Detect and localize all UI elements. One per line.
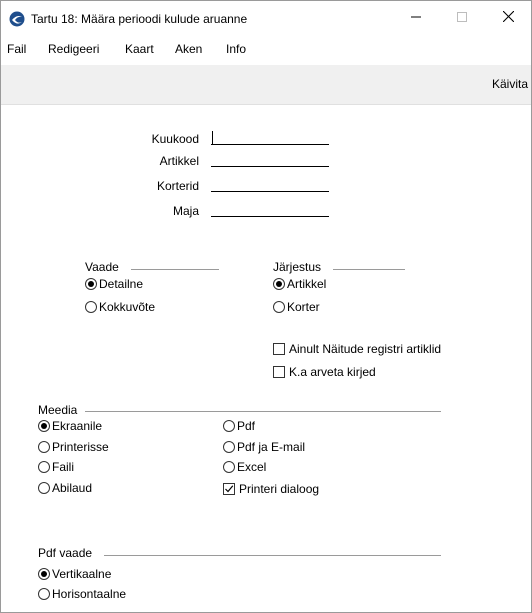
artikkel-input[interactable] xyxy=(211,153,329,167)
checkbox-printeri-dialoog[interactable] xyxy=(223,482,319,496)
close-icon xyxy=(503,11,514,25)
pdf-vaade-group-title: Pdf vaade xyxy=(38,546,93,560)
title-bar[interactable] xyxy=(1,1,531,37)
radio-icon[interactable] xyxy=(38,441,50,453)
checkbox-ainult-naitude[interactable] xyxy=(273,342,441,356)
media-option-faili[interactable] xyxy=(38,460,74,474)
jarjestus-group-rule xyxy=(333,269,405,270)
checkbox-icon[interactable] xyxy=(273,366,285,378)
korterid-label: Korterid xyxy=(156,179,199,193)
media-option-printerisse[interactable] xyxy=(38,440,109,454)
maximize-button[interactable] xyxy=(439,1,485,35)
checkmark-icon xyxy=(224,484,234,494)
checkbox-label: Printeri dialoog xyxy=(239,482,320,496)
app-logo-icon xyxy=(9,11,25,27)
menu-item-redigeeri[interactable]: Redigeeri xyxy=(48,42,100,56)
order-option-korter[interactable] xyxy=(273,300,320,314)
media-option-excel[interactable] xyxy=(223,460,266,474)
meedia-group-title: Meedia xyxy=(38,403,78,417)
radio-selected-icon[interactable] xyxy=(273,278,285,290)
radio-icon[interactable] xyxy=(223,461,235,473)
menu-item-fail[interactable]: Fail xyxy=(7,42,27,56)
option-label: Excel xyxy=(237,460,267,474)
option-label: Faili xyxy=(52,460,75,474)
media-option-pdf[interactable] xyxy=(223,419,255,433)
vaade-group-title: Vaade xyxy=(85,260,119,274)
option-label: Pdf xyxy=(237,419,256,433)
pdf-view-option-vertikaalne[interactable] xyxy=(38,567,111,581)
window-title: Tartu 18: Määra perioodi kulude aruanne xyxy=(31,12,248,26)
pdf-view-option-horisontaalne[interactable] xyxy=(38,587,126,601)
maximize-icon xyxy=(457,11,467,25)
order-option-artikkel[interactable] xyxy=(273,277,326,291)
media-option-abilaud[interactable] xyxy=(38,481,92,495)
option-label: Artikkel xyxy=(287,277,327,291)
option-label: Detailne xyxy=(99,277,144,291)
view-option-kokkuvote[interactable] xyxy=(85,300,155,314)
maja-input[interactable] xyxy=(211,203,329,217)
radio-icon[interactable] xyxy=(223,420,235,432)
checkbox-checked-icon[interactable] xyxy=(223,483,235,495)
close-button[interactable] xyxy=(485,1,531,35)
menu-bar xyxy=(1,39,531,59)
media-option-pdf-email[interactable] xyxy=(223,440,305,454)
pdf-vaade-group-rule xyxy=(104,555,441,556)
menu-item-info[interactable]: Info xyxy=(226,42,247,56)
radio-selected-icon[interactable] xyxy=(38,420,50,432)
option-label: Kokkuvõte xyxy=(99,300,156,314)
menu-item-kaart[interactable]: Kaart xyxy=(125,42,154,56)
radio-icon[interactable] xyxy=(38,461,50,473)
toolbar xyxy=(1,65,531,105)
view-option-detailne[interactable] xyxy=(85,277,143,291)
text-caret xyxy=(212,131,213,144)
kuukood-label: Kuukood xyxy=(151,132,199,146)
media-option-ekraanile[interactable] xyxy=(38,419,102,433)
artikkel-label: Artikkel xyxy=(159,154,199,168)
option-label: Abilaud xyxy=(52,481,93,495)
radio-selected-icon[interactable] xyxy=(85,278,97,290)
option-label: Vertikaalne xyxy=(52,567,112,581)
option-label: Horisontaalne xyxy=(52,587,127,601)
radio-icon[interactable] xyxy=(85,301,97,313)
checkbox-icon[interactable] xyxy=(273,343,285,355)
minimize-icon xyxy=(411,11,421,25)
vaade-group-rule xyxy=(131,269,219,270)
kuukood-input[interactable] xyxy=(211,131,329,145)
option-label: Pdf ja E-mail xyxy=(237,440,306,454)
menu-item-aken[interactable]: Aken xyxy=(175,42,203,56)
maja-label: Maja xyxy=(172,204,199,218)
radio-icon[interactable] xyxy=(38,588,50,600)
run-button[interactable]: Käivita xyxy=(491,77,528,91)
meedia-group-rule xyxy=(85,411,441,412)
checkbox-label: Ainult Näitude registri artiklid xyxy=(289,342,442,356)
jarjestus-group-title: Järjestus xyxy=(273,260,322,274)
checkbox-ka-arveta[interactable] xyxy=(273,365,376,379)
option-label: Ekraanile xyxy=(52,419,103,433)
option-label: Korter xyxy=(287,300,320,314)
radio-icon[interactable] xyxy=(38,482,50,494)
korterid-input[interactable] xyxy=(211,178,329,192)
radio-icon[interactable] xyxy=(223,441,235,453)
radio-icon[interactable] xyxy=(273,301,285,313)
radio-selected-icon[interactable] xyxy=(38,568,50,580)
option-label: Printerisse xyxy=(52,440,109,454)
minimize-button[interactable] xyxy=(393,1,439,35)
checkbox-label: K.a arveta kirjed xyxy=(289,365,376,379)
